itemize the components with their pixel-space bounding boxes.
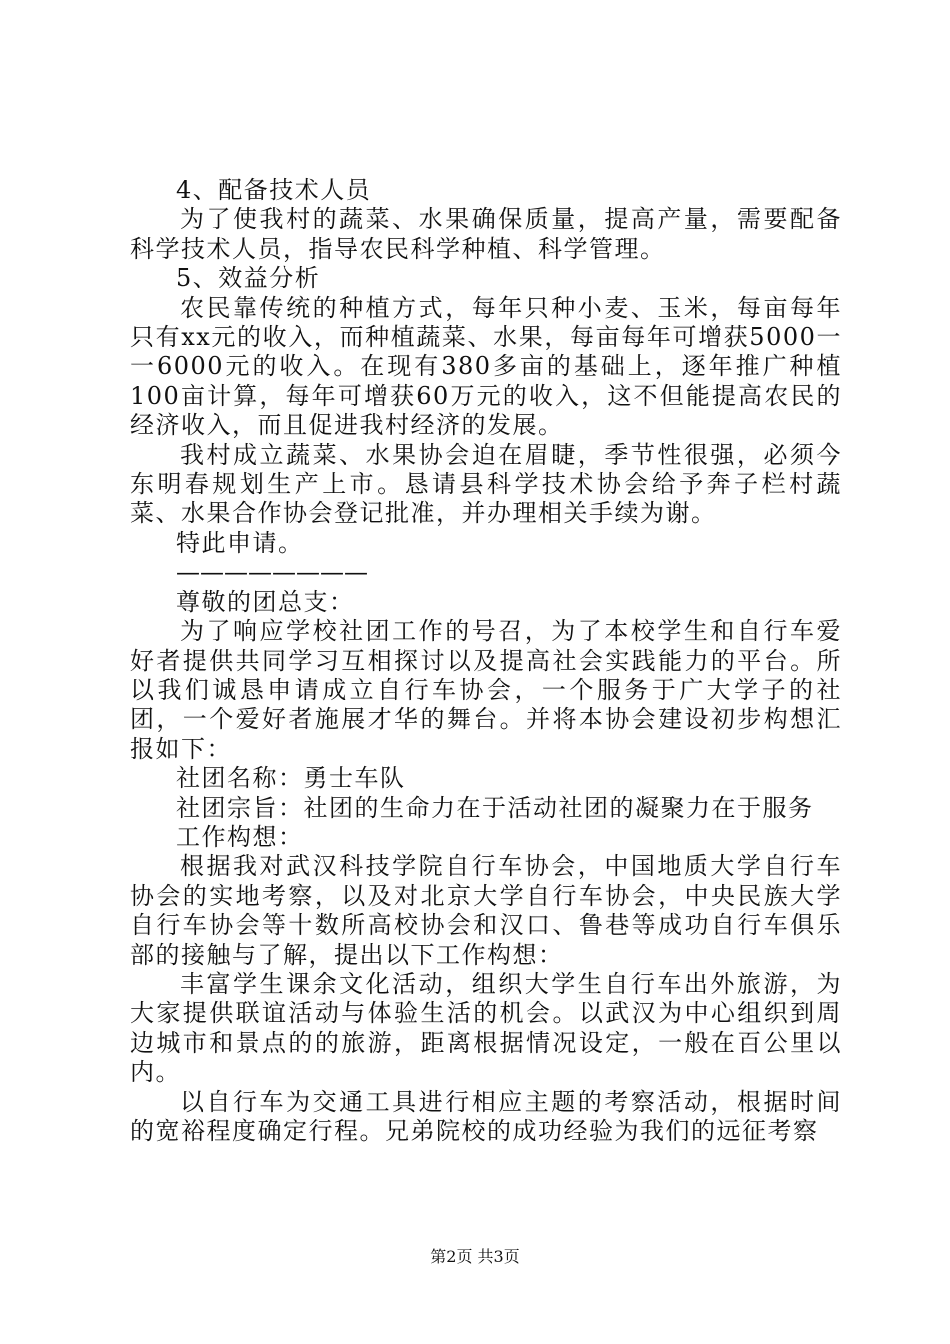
document-body xyxy=(130,176,842,1146)
section-heading: 5、效益分析 xyxy=(176,264,321,293)
body-paragraph: 根据我对武汉科技学院自行车协会，中国地质大学自行车协会的实地考察，以及对北京大学自行车协会，中央民族大学自行车协会等十数所高校协会和汉口、鲁巷等成功自行车俱乐部的接触与了解，提出以下工作构想： xyxy=(130,852,842,969)
salutation: 尊敬的团总支： xyxy=(176,587,355,616)
club-name-line: 社团名称：勇士车队 xyxy=(176,764,406,793)
separator-rule: ———————— xyxy=(176,558,368,587)
section-heading: 4、配备技术人员 xyxy=(176,176,372,204)
body-paragraph: 我村成立蔬菜、水果协会迫在眉睫，季节性很强，必须今东明春规划生产上市。恳请县科学技术协会给予奔子栏村蔬菜、水果合作协会登记批准，并办理相关手续为谢。 xyxy=(130,440,842,528)
closing-line: 特此申请。 xyxy=(176,528,304,557)
body-paragraph: 农民靠传统的种植方式，每年只种小麦、玉米，每亩每年只有xx元的收入，而种植蔬菜、水果，每亩每年可增获5000一一6000元的收入。在现有380多亩的基础上，逐年推广种植100亩计算，每年可增获60万元的收入，这不但能提高农民的经济收入，而且促进我村经济的发展。 xyxy=(130,293,842,440)
section-heading: 工作构想： xyxy=(176,822,304,851)
body-paragraph: 为了响应学校社团工作的号召，为了本校学生和自行车爱好者提供共同学习互相探讨以及提高社会实践能力的平台。所以我们诚恳申请成立自行车协会，一个服务于广大学子的社团，一个爱好者施展才华的舞台。并将本协会建设初步构想汇报如下： xyxy=(130,617,842,763)
body-paragraph: 为了使我村的蔬菜、水果确保质量，提高产量，需要配备科学技术人员，指导农民科学种植、科学管理。 xyxy=(130,205,842,263)
page-number-footer: 第2页 共3页 xyxy=(430,1247,520,1266)
body-paragraph: 丰富学生课余文化活动，组织大学生自行车出外旅游，为大家提供联谊活动与体验生活的机会。以武汉为中心组织到周边城市和景点的的旅游，距离根据情况设定，一般在百公里以内。 xyxy=(130,969,842,1087)
body-paragraph: 以自行车为交通工具进行相应主题的考察活动，根据时间的宽裕程度确定行程。兄弟院校的成功经验为我们的远征考察 xyxy=(130,1087,842,1145)
club-purpose-line: 社团宗旨：社团的生命力在于活动社团的凝聚力在于服务 xyxy=(176,793,814,822)
